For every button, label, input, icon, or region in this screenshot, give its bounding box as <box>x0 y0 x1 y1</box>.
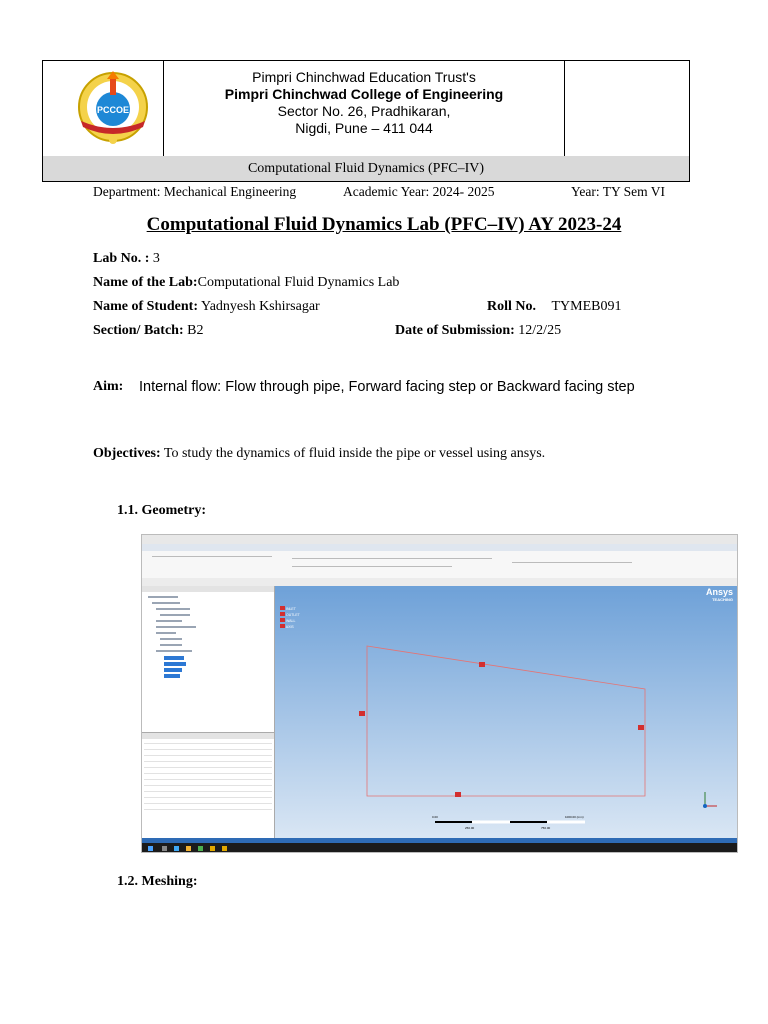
date-value: 12/2/25 <box>518 323 562 338</box>
course-name: Computational Fluid Dynamics (PFC–IV) <box>43 156 689 181</box>
legend-outlet: OUTLET <box>285 613 300 617</box>
geometry-sketch <box>275 586 738 838</box>
address-line-1: Sector No. 26, Pradhikaran, <box>277 103 451 119</box>
objectives-text: To study the dynamics of fluid inside the pipe or vessel using ansys. <box>163 446 546 461</box>
letterhead-table <box>42 60 690 182</box>
windows-taskbar <box>142 843 737 853</box>
roll-line <box>487 299 622 315</box>
outline-tree <box>142 586 275 732</box>
address-line-2: Nigdi, Pune – 411 044 <box>295 120 433 136</box>
date-line <box>395 323 561 339</box>
college-logo <box>75 69 151 145</box>
student-line <box>93 299 320 315</box>
logo-cell <box>43 61 164 156</box>
lab-name-value: Computational Fluid Dynamics Lab <box>197 275 400 290</box>
meshing-heading: 1.2. Meshing: <box>117 874 198 889</box>
department: Department: Mechanical Engineering <box>93 184 297 199</box>
aim-label: Aim: <box>93 379 124 394</box>
college-info <box>163 61 565 156</box>
scale-right: 1000.00 (mm) <box>565 815 584 819</box>
brand-sub: TEACHING <box>712 597 733 602</box>
details-panel <box>142 732 275 839</box>
trust-name: Pimpri Chinchwad Education Trust's <box>252 69 476 85</box>
lab-no-label: Lab No. : <box>93 251 150 266</box>
lab-name-label: Name of the Lab: <box>93 275 198 290</box>
geometry-heading: 1.1. Geometry: <box>117 503 207 518</box>
logo-text: PCCOE <box>96 105 130 115</box>
section-line <box>93 323 203 339</box>
legend-axis: AXIS <box>285 625 294 629</box>
scale-mid-1: 250.00 <box>465 826 475 830</box>
academic-year: Academic Year: 2024- 2025 <box>343 184 495 199</box>
roll-label: Roll No. <box>487 299 536 314</box>
lab-name-line <box>93 275 399 291</box>
date-label: Date of Submission: <box>395 323 515 338</box>
objectives-label: Objectives: <box>93 446 161 461</box>
legend-inlet: INLET <box>285 607 296 611</box>
section-value: B2 <box>187 323 204 338</box>
roll-value: TYMEB091 <box>551 299 622 314</box>
objectives-line <box>93 446 545 462</box>
lab-no-value: 3 <box>152 251 160 266</box>
section-label: Section/ Batch: <box>93 323 184 338</box>
scale-mid-2: 750.00 <box>541 826 551 830</box>
college-name: Pimpri Chinchwad College of Engineering <box>224 86 504 102</box>
aim-text: Internal flow: Flow through pipe, Forward facing step or Backward facing step <box>139 379 635 395</box>
graphics-viewport <box>275 586 738 838</box>
document-title: Computational Fluid Dynamics Lab (PFC–IV) AY 2023-24 <box>146 214 622 235</box>
student-value: Yadnyesh Kshirsagar <box>200 299 320 314</box>
letterhead-row <box>43 61 689 157</box>
year: Year: TY Sem VI <box>571 184 666 199</box>
lab-no-line <box>93 251 160 267</box>
ansys-screenshot <box>141 534 738 853</box>
legend-wall: WALL <box>285 619 296 623</box>
student-label: Name of Student: <box>93 299 198 314</box>
ribbon-tabs <box>142 544 737 551</box>
brand-name: Ansys <box>705 587 733 597</box>
app-titlebar <box>142 535 737 544</box>
blank-cell <box>564 61 689 156</box>
scale-left: 0.00 <box>432 815 438 819</box>
